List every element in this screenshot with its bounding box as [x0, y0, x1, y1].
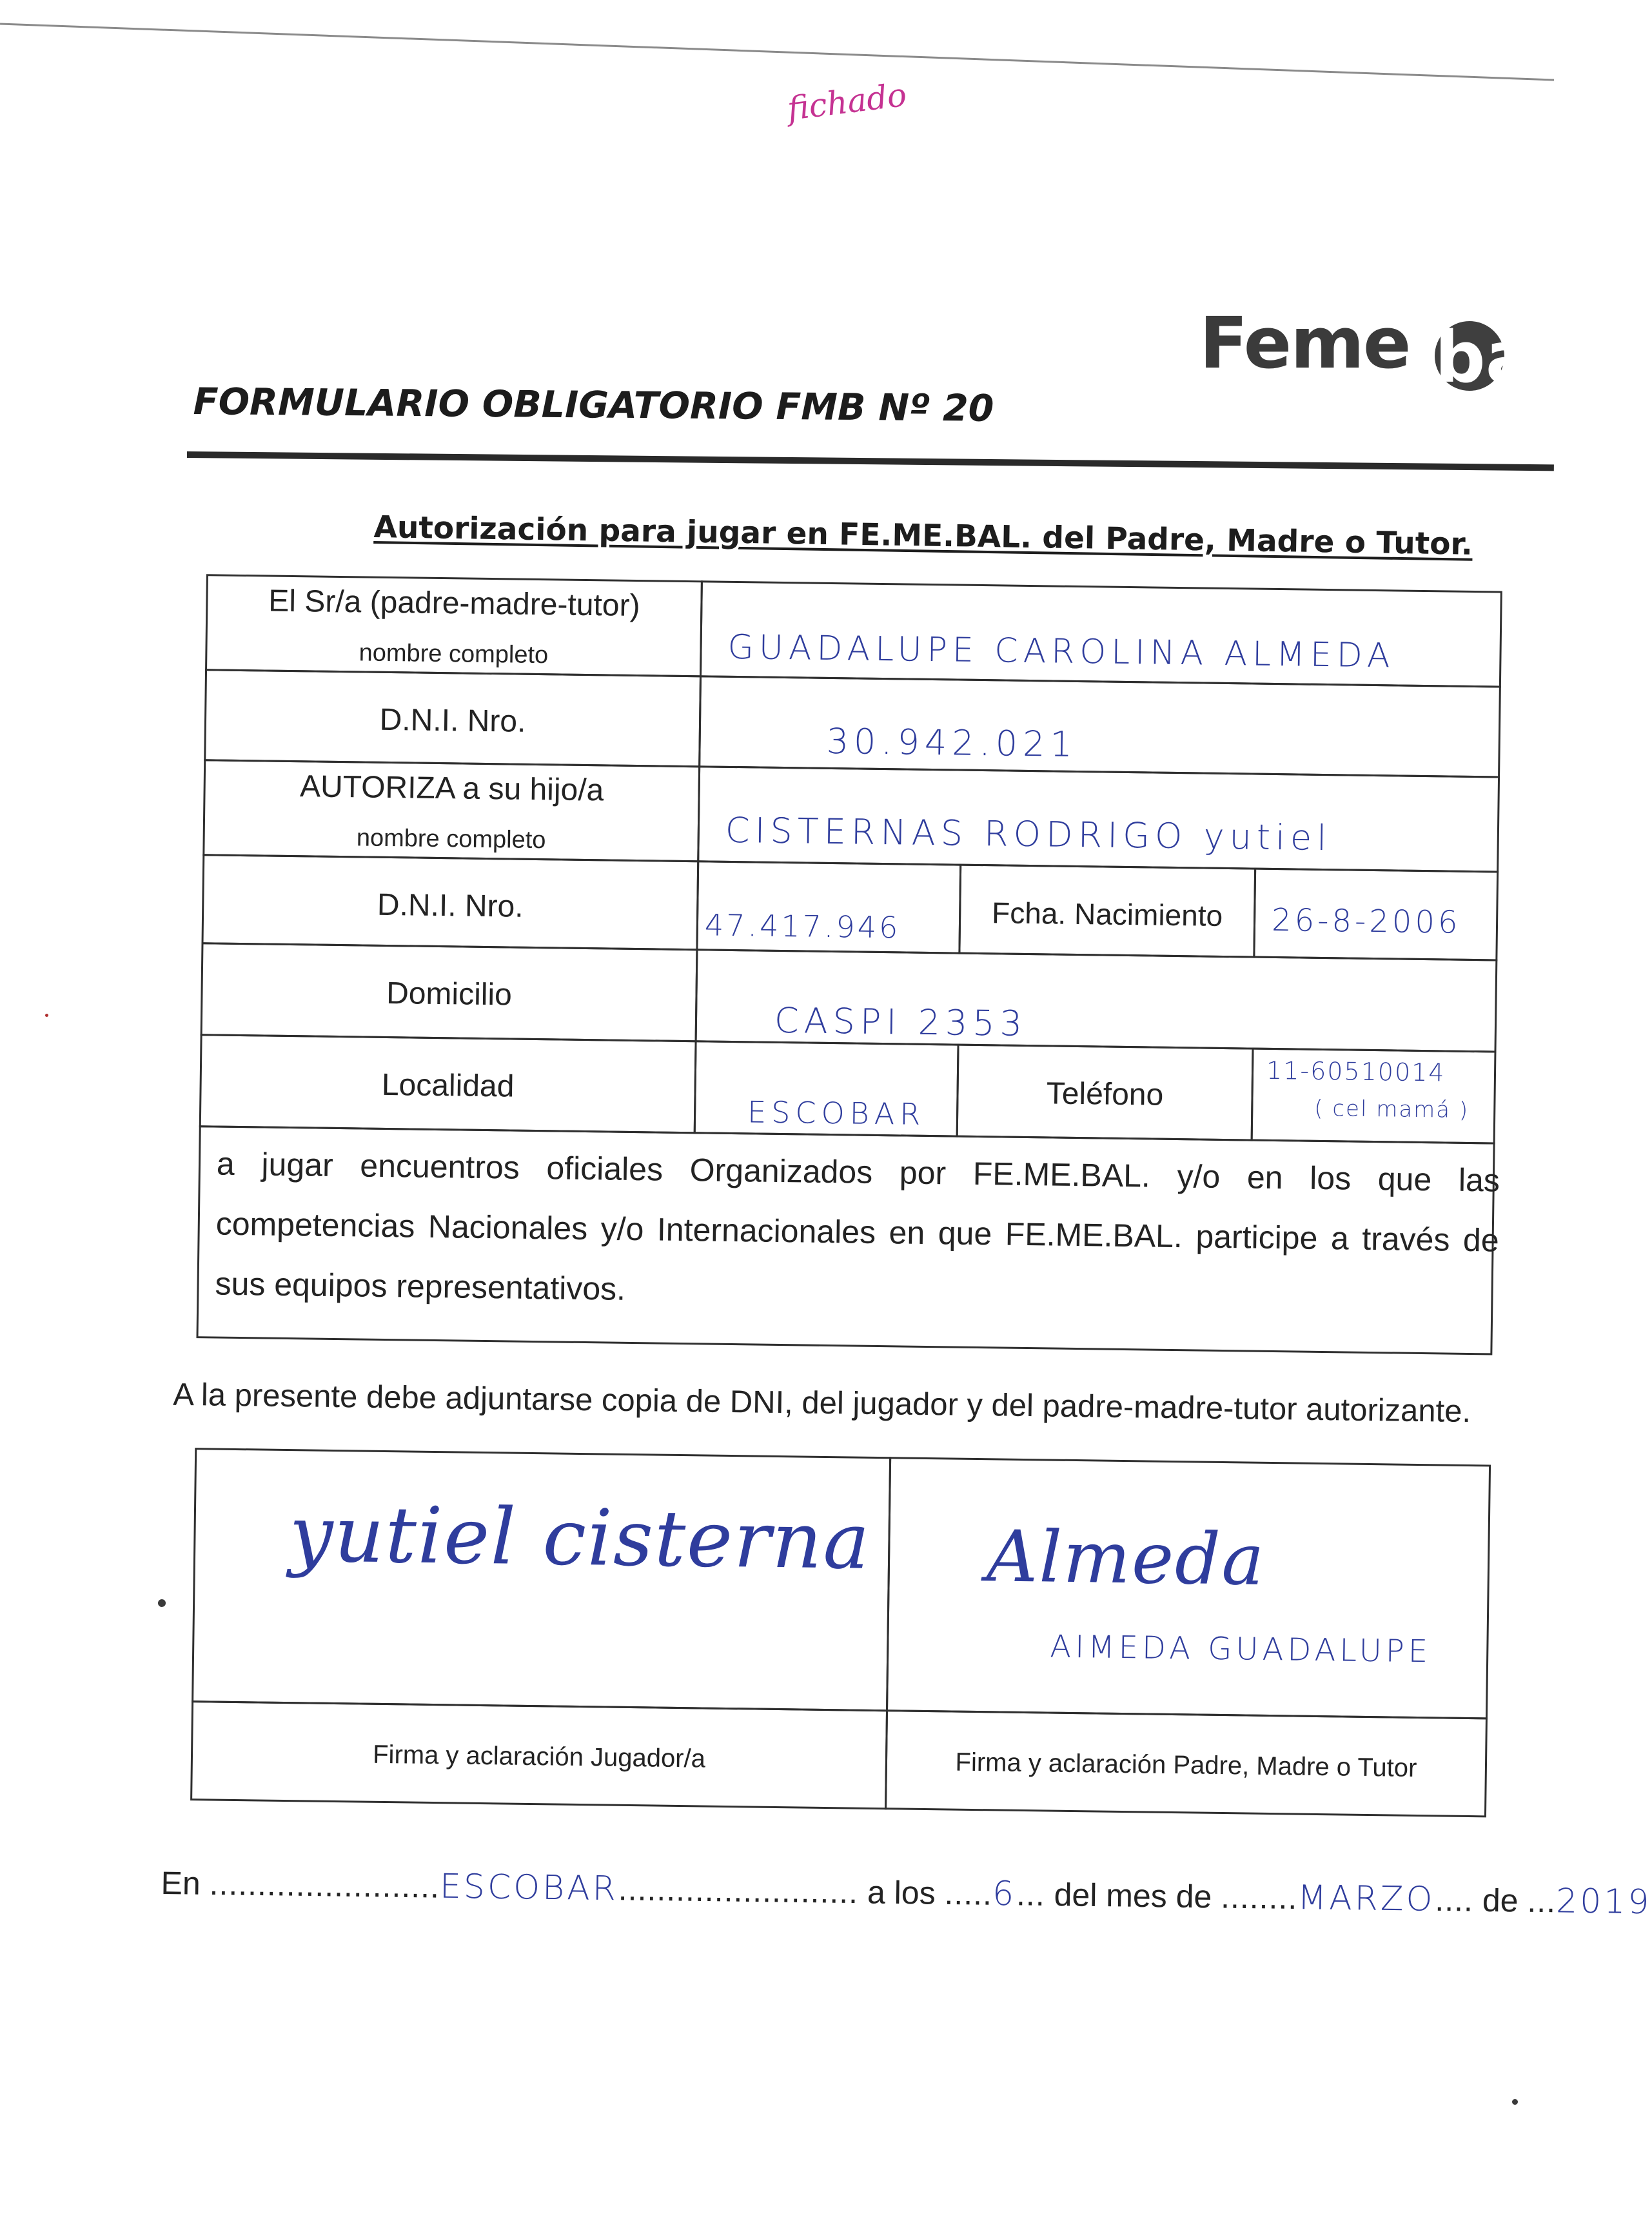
- phone-value: 11-60510014: [1266, 1056, 1446, 1087]
- logo-ball-letters: bal: [1435, 316, 1558, 399]
- player-signature: yutiel cisterna: [288, 1490, 872, 1587]
- date-year-value[interactable]: 2019: [1555, 1882, 1652, 1922]
- parent-dni-label: D.N.I. Nro.: [379, 702, 526, 739]
- child-name-cell[interactable]: [697, 765, 1500, 872]
- scan-speck: [1512, 2099, 1518, 2105]
- scan-speck: [45, 1014, 48, 1017]
- parent-signature-label-cell: [885, 1710, 1488, 1817]
- city-value: ESCOBAR: [747, 1094, 926, 1132]
- date-day-value[interactable]: 6: [992, 1874, 1017, 1914]
- authorization-text-box: [196, 1125, 1500, 1355]
- form-title: FORMULARIO OBLIGATORIO FMB Nº 20: [193, 380, 994, 430]
- child-dni-label: D.N.I. Nro.: [377, 887, 524, 924]
- child-dni-label-cell: [201, 854, 699, 951]
- parent-signature: Almeda: [986, 1515, 1266, 1601]
- parent-signature-label: Firma y aclaración Padre, Madre o Tutor: [955, 1748, 1417, 1782]
- parent-dni-label-cell: [204, 669, 702, 767]
- day-dots-after: ...: [1016, 1876, 1046, 1913]
- date-en-label: En: [161, 1864, 201, 1902]
- address-cell[interactable]: [695, 949, 1498, 1052]
- city-cell[interactable]: [694, 1040, 959, 1137]
- date-de-label: de: [1482, 1882, 1519, 1919]
- city-label: Localidad: [381, 1067, 515, 1104]
- address-label: Domicilio: [386, 976, 513, 1012]
- place-dots-after: .........................: [618, 1871, 859, 1911]
- authorization-form: [172, 574, 1509, 1881]
- child-dni-cell[interactable]: [696, 860, 961, 954]
- child-label-cell: [202, 759, 700, 862]
- form-subtitle: Autorización para jugar en FE.ME.BAL. del Padre, Madre o Tutor.: [373, 509, 1473, 562]
- day-dots-before: .....: [944, 1875, 993, 1912]
- phone-label: Teléfono: [1046, 1076, 1164, 1112]
- phone-cell[interactable]: [1251, 1048, 1497, 1145]
- child-name-value: CISTERNAS RODRIGO yutiel: [725, 809, 1332, 859]
- scan-speck: [158, 1599, 166, 1607]
- parent-signature-box[interactable]: [886, 1457, 1491, 1719]
- femebal-logo: [1199, 302, 1560, 399]
- birth-date-cell[interactable]: [1253, 868, 1499, 961]
- date-month-value[interactable]: MARZO: [1297, 1878, 1435, 1919]
- attachment-note: A la presente debe adjuntarse copia de DNI, del jugador y del padre-madre-tutor autorizante.: [172, 1377, 1471, 1430]
- birth-label-cell: [958, 864, 1256, 958]
- address-value: CASPI 2353: [774, 1000, 1028, 1044]
- month-dots-after: ....: [1435, 1881, 1474, 1918]
- parent-sublabel: nombre completo: [359, 639, 549, 669]
- handwritten-annotation: fichado: [785, 75, 909, 128]
- phone-label-cell: [956, 1044, 1254, 1141]
- parent-label: El Sr/a (padre-madre-tutor): [268, 584, 640, 624]
- logo-wordmark: Feme: [1199, 302, 1410, 384]
- parent-name-value: GUADALUPE CAROLINA ALMEDA: [727, 627, 1395, 676]
- month-dots-before: ........: [1220, 1878, 1298, 1916]
- player-signature-label-cell: [190, 1700, 888, 1809]
- birth-label: Fcha. Nacimiento: [991, 896, 1223, 932]
- title-divider: [187, 451, 1554, 471]
- player-signature-label: Firma y aclaración Jugador/a: [372, 1740, 706, 1773]
- child-dni-value: 47.417.946: [704, 907, 901, 945]
- parent-label-cell: [205, 574, 703, 677]
- phone-note: ( cel mamá ): [1314, 1095, 1470, 1123]
- birth-date-value: 26-8-2006: [1271, 902, 1461, 941]
- date-place-value[interactable]: ESCOBAR: [439, 1867, 619, 1909]
- player-signature-box[interactable]: [192, 1448, 891, 1711]
- place-dots-before: ........................: [209, 1865, 440, 1905]
- address-label-cell: [201, 942, 698, 1042]
- parent-clarification: AIMEDA GUADALUPE: [1049, 1628, 1432, 1670]
- child-sublabel: nombre completo: [356, 824, 546, 854]
- scan-top-edge: [0, 21, 1554, 85]
- date-a-los-label: a los: [867, 1874, 936, 1911]
- parent-name-cell[interactable]: [700, 580, 1502, 687]
- year-dots-before: ...: [1527, 1882, 1557, 1920]
- authorization-text: a jugar encuentros oficiales Organizados por FE.ME.BAL. y/o en los que las competencias Nacionales y/o Internacionales en que FE.ME.BAL. participe a través de sus equipos representativos.: [215, 1145, 1500, 1307]
- parent-dni-value: 30.942.021: [826, 720, 1078, 765]
- date-del-mes-label: del mes de: [1054, 1877, 1212, 1915]
- child-label: AUTORIZA a su hijo/a: [299, 769, 604, 808]
- parent-dni-cell[interactable]: [698, 675, 1501, 778]
- city-label-cell: [199, 1034, 697, 1134]
